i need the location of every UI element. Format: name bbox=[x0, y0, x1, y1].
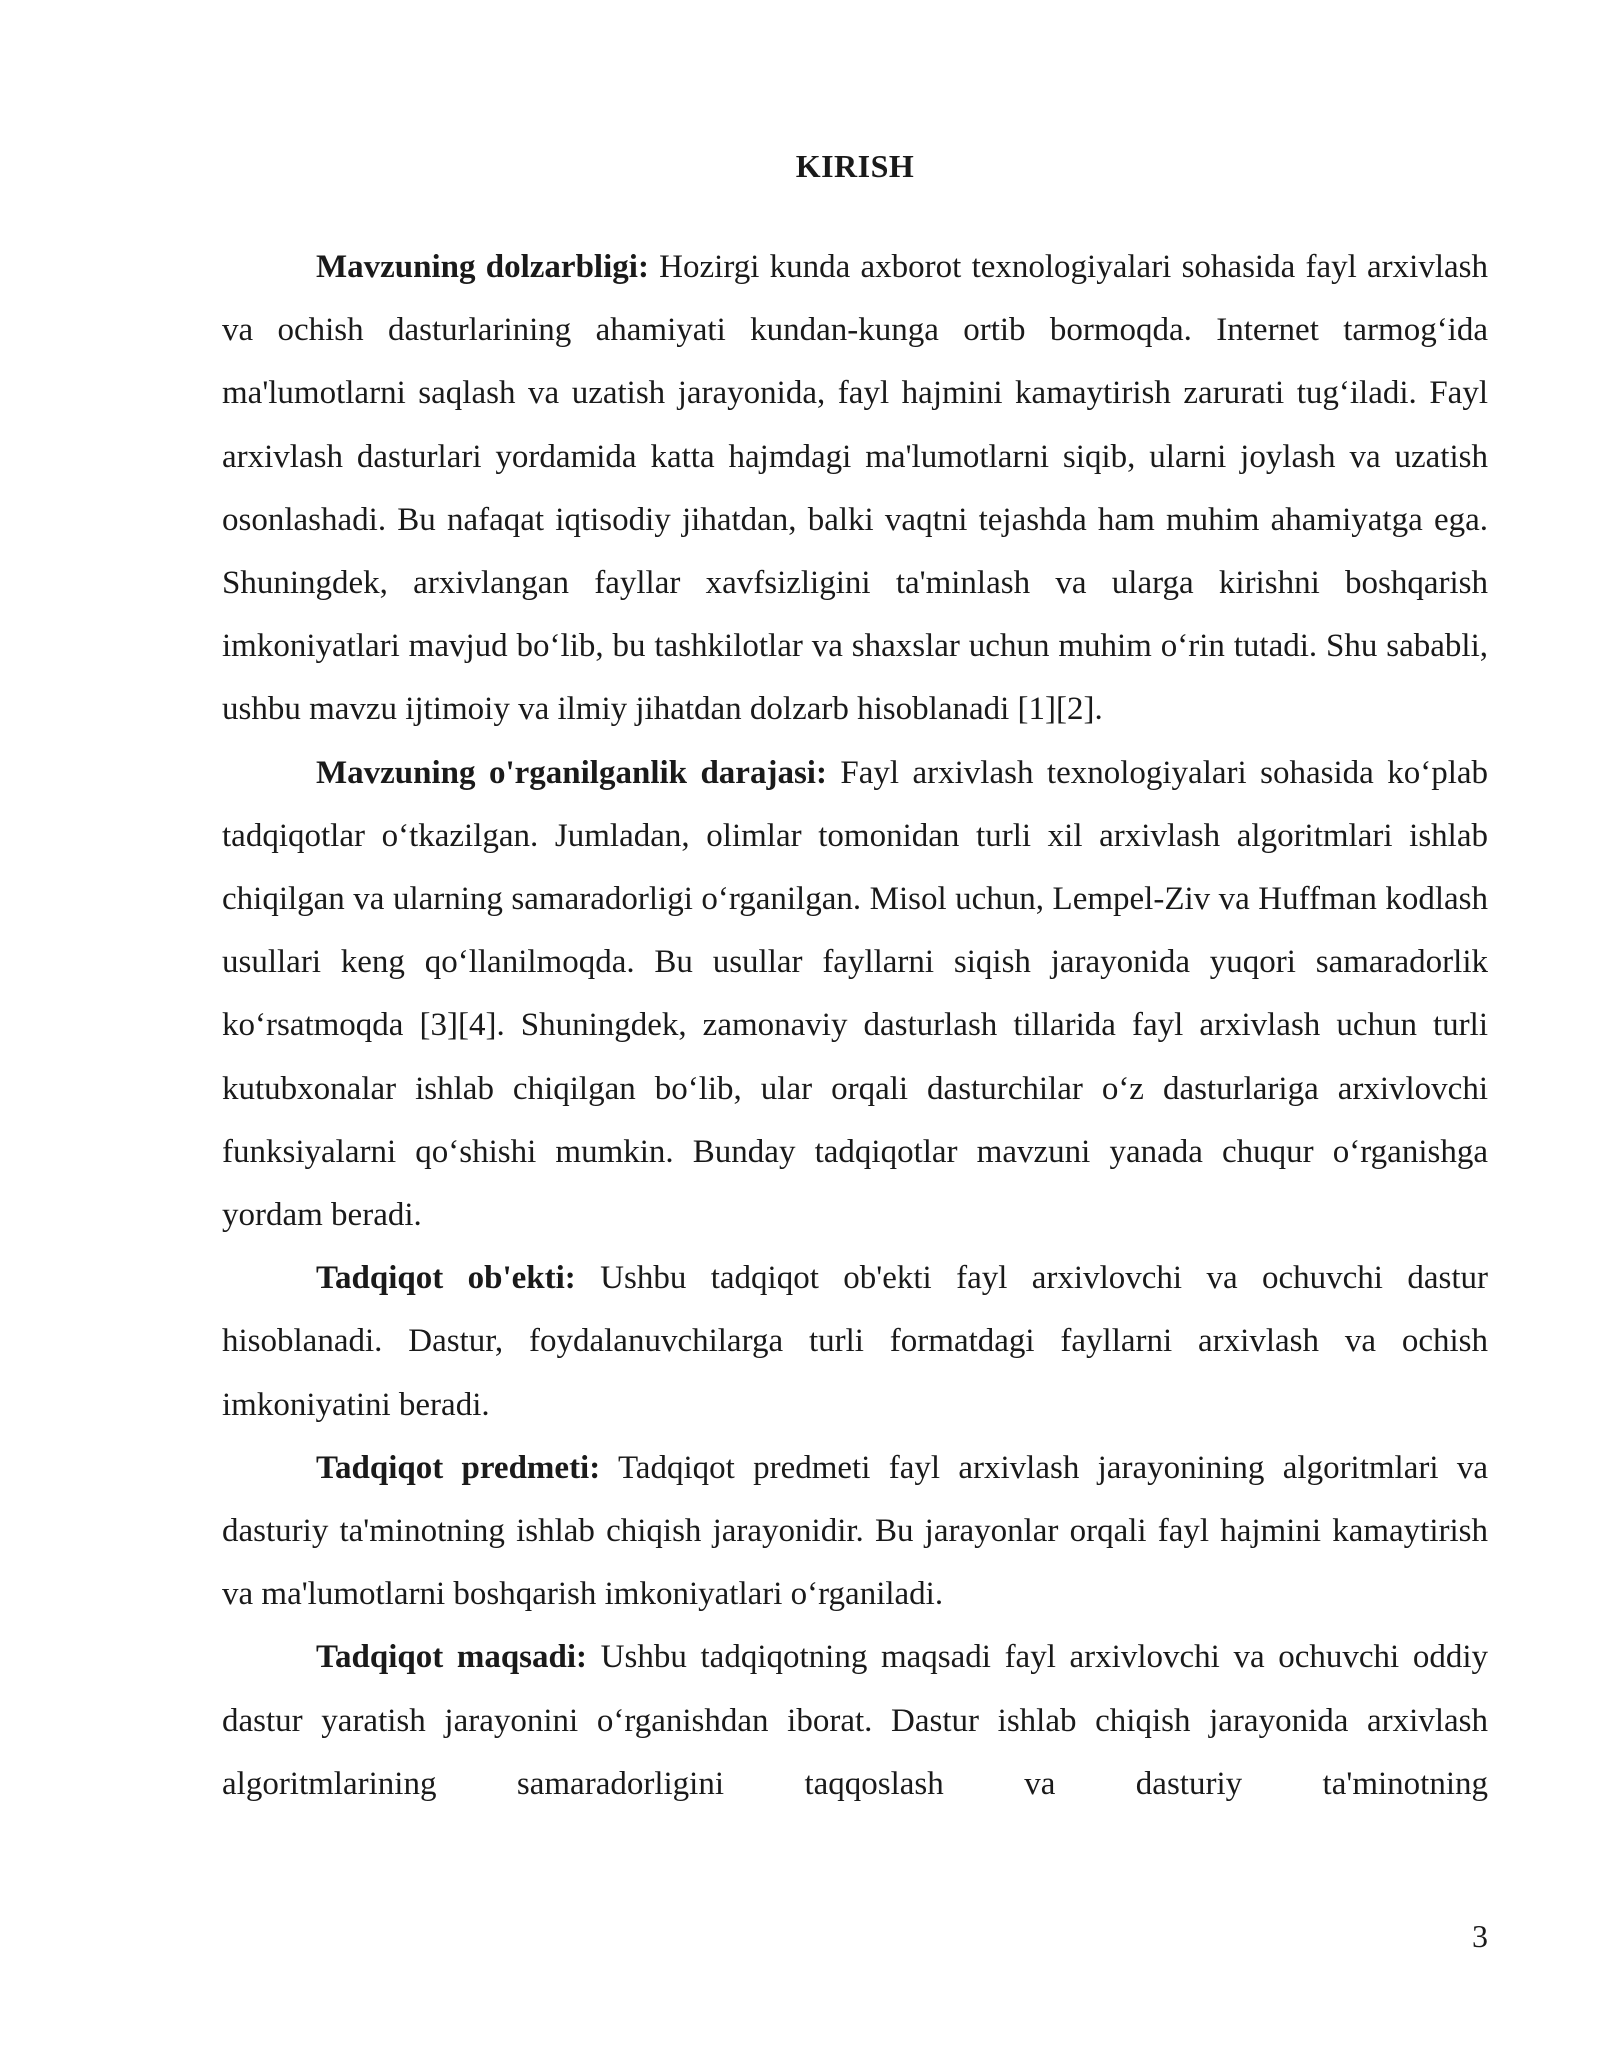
paragraph-research-subject bbox=[222, 1437, 1488, 1627]
paragraph-text: Tadqiqot predmeti fayl arxivlash jarayonining algoritmlari va dasturiy ta'minotning ishlab chiqish jarayonidir. Bu jarayonlar orqali fayl hajmini kamaytirish va ma'lumotlarni boshqarish imkoniyatlari o‘rganiladi. bbox=[222, 1449, 1489, 1613]
paragraph-research-object bbox=[222, 1247, 1488, 1437]
paragraph-degree-of-study bbox=[222, 742, 1488, 1248]
paragraph-heading: Mavzuning o'rganilganlik darajasi: bbox=[316, 754, 827, 791]
paragraph-relevance bbox=[222, 236, 1488, 742]
page-number: 3 bbox=[1472, 1918, 1488, 1954]
page-title: KIRISH bbox=[795, 148, 915, 184]
paragraph-text: Fayl arxivlash texnologiyalari sohasida ko‘plab tadqiqotlar o‘tkazilgan. Jumladan, olimlar tomonidan turli xil arxivlash algoritmlari ishlab chiqilgan va ularning samaradorligi o‘rganilgan. Misol uchun, Lempel-Ziv va Huffman kodlash usullari keng qo‘llanilmoqda. Bu usullar fayllarni siqish jarayonida yuqori samaradorlik ko‘rsatmoqda [3][4]. Shuningdek, zamonaviy dasturlash tillarida fayl arxivlash uchun turli kutubxonalar ishlab chiqilgan bo‘lib, ular orqali dasturchilar o‘z dasturlariga arxivlovchi funksiyalarni qo‘shishi mumkin. Bunday tadqiqotlar mavzuni yanada chuqur o‘rganishga yordam beradi. bbox=[222, 754, 1489, 1234]
paragraph-text: Ushbu tadqiqotning maqsadi fayl arxivlovchi va ochuvchi oddiy dastur yaratish jarayonini o‘rganishdan iborat. Dastur ishlab chiqish jarayonida arxivlash algoritmlarining samaradorligini taqqoslash va dasturiy ta'minotning bbox=[222, 1639, 1488, 1802]
paragraph-text: Hozirgi kunda axborot texnologiyalari sohasida fayl arxivlash va ochish dasturlarining ahamiyati kundan-kunga ortib bormoqda. Internet tarmog‘ida ma'lumotlarni saqlash va uzatish jarayonida, fayl hajmini kamaytirish zarurati tug‘iladi. Fayl arxivlash dasturlari yordamida katta hajmdagi ma'lumotlarni siqib, ularni joylash va uzatish osonlashadi. Bu nafaqat iqtisodiy jihatdan, balki vaqtni tejashda ham muhim ahamiyatga ega. Shuningdek, arxivlangan fayllar xavfsizligini ta'minlash va ularga kirishni boshqarish imkoniyatlari mavjud bo‘lib, bu tashkilotlar va shaxslar uchun muhim o‘rin tutadi. Shu sababli, ushbu mavzu ijtimoiy va ilmiy jihatdan dolzarb hisoblanadi [1][2]. bbox=[222, 249, 1488, 728]
paragraph-research-goal bbox=[222, 1626, 1488, 1816]
body-text bbox=[222, 236, 1488, 1816]
paragraph-heading: Tadqiqot maqsadi: bbox=[316, 1639, 588, 1676]
paragraph-heading: Tadqiqot predmeti: bbox=[316, 1449, 601, 1486]
paragraph-text: Ushbu tadqiqot ob'ekti fayl arxivlovchi va ochuvchi dastur hisoblanadi. Dastur, foydalanuvchilarga turli formatdagi fayllarni arxivlash va ochish imkoniyatini beradi. bbox=[222, 1260, 1488, 1423]
paragraph-heading: Tadqiqot ob'ekti: bbox=[316, 1260, 576, 1297]
paragraph-heading: Mavzuning dolzarbligi: bbox=[316, 249, 649, 285]
